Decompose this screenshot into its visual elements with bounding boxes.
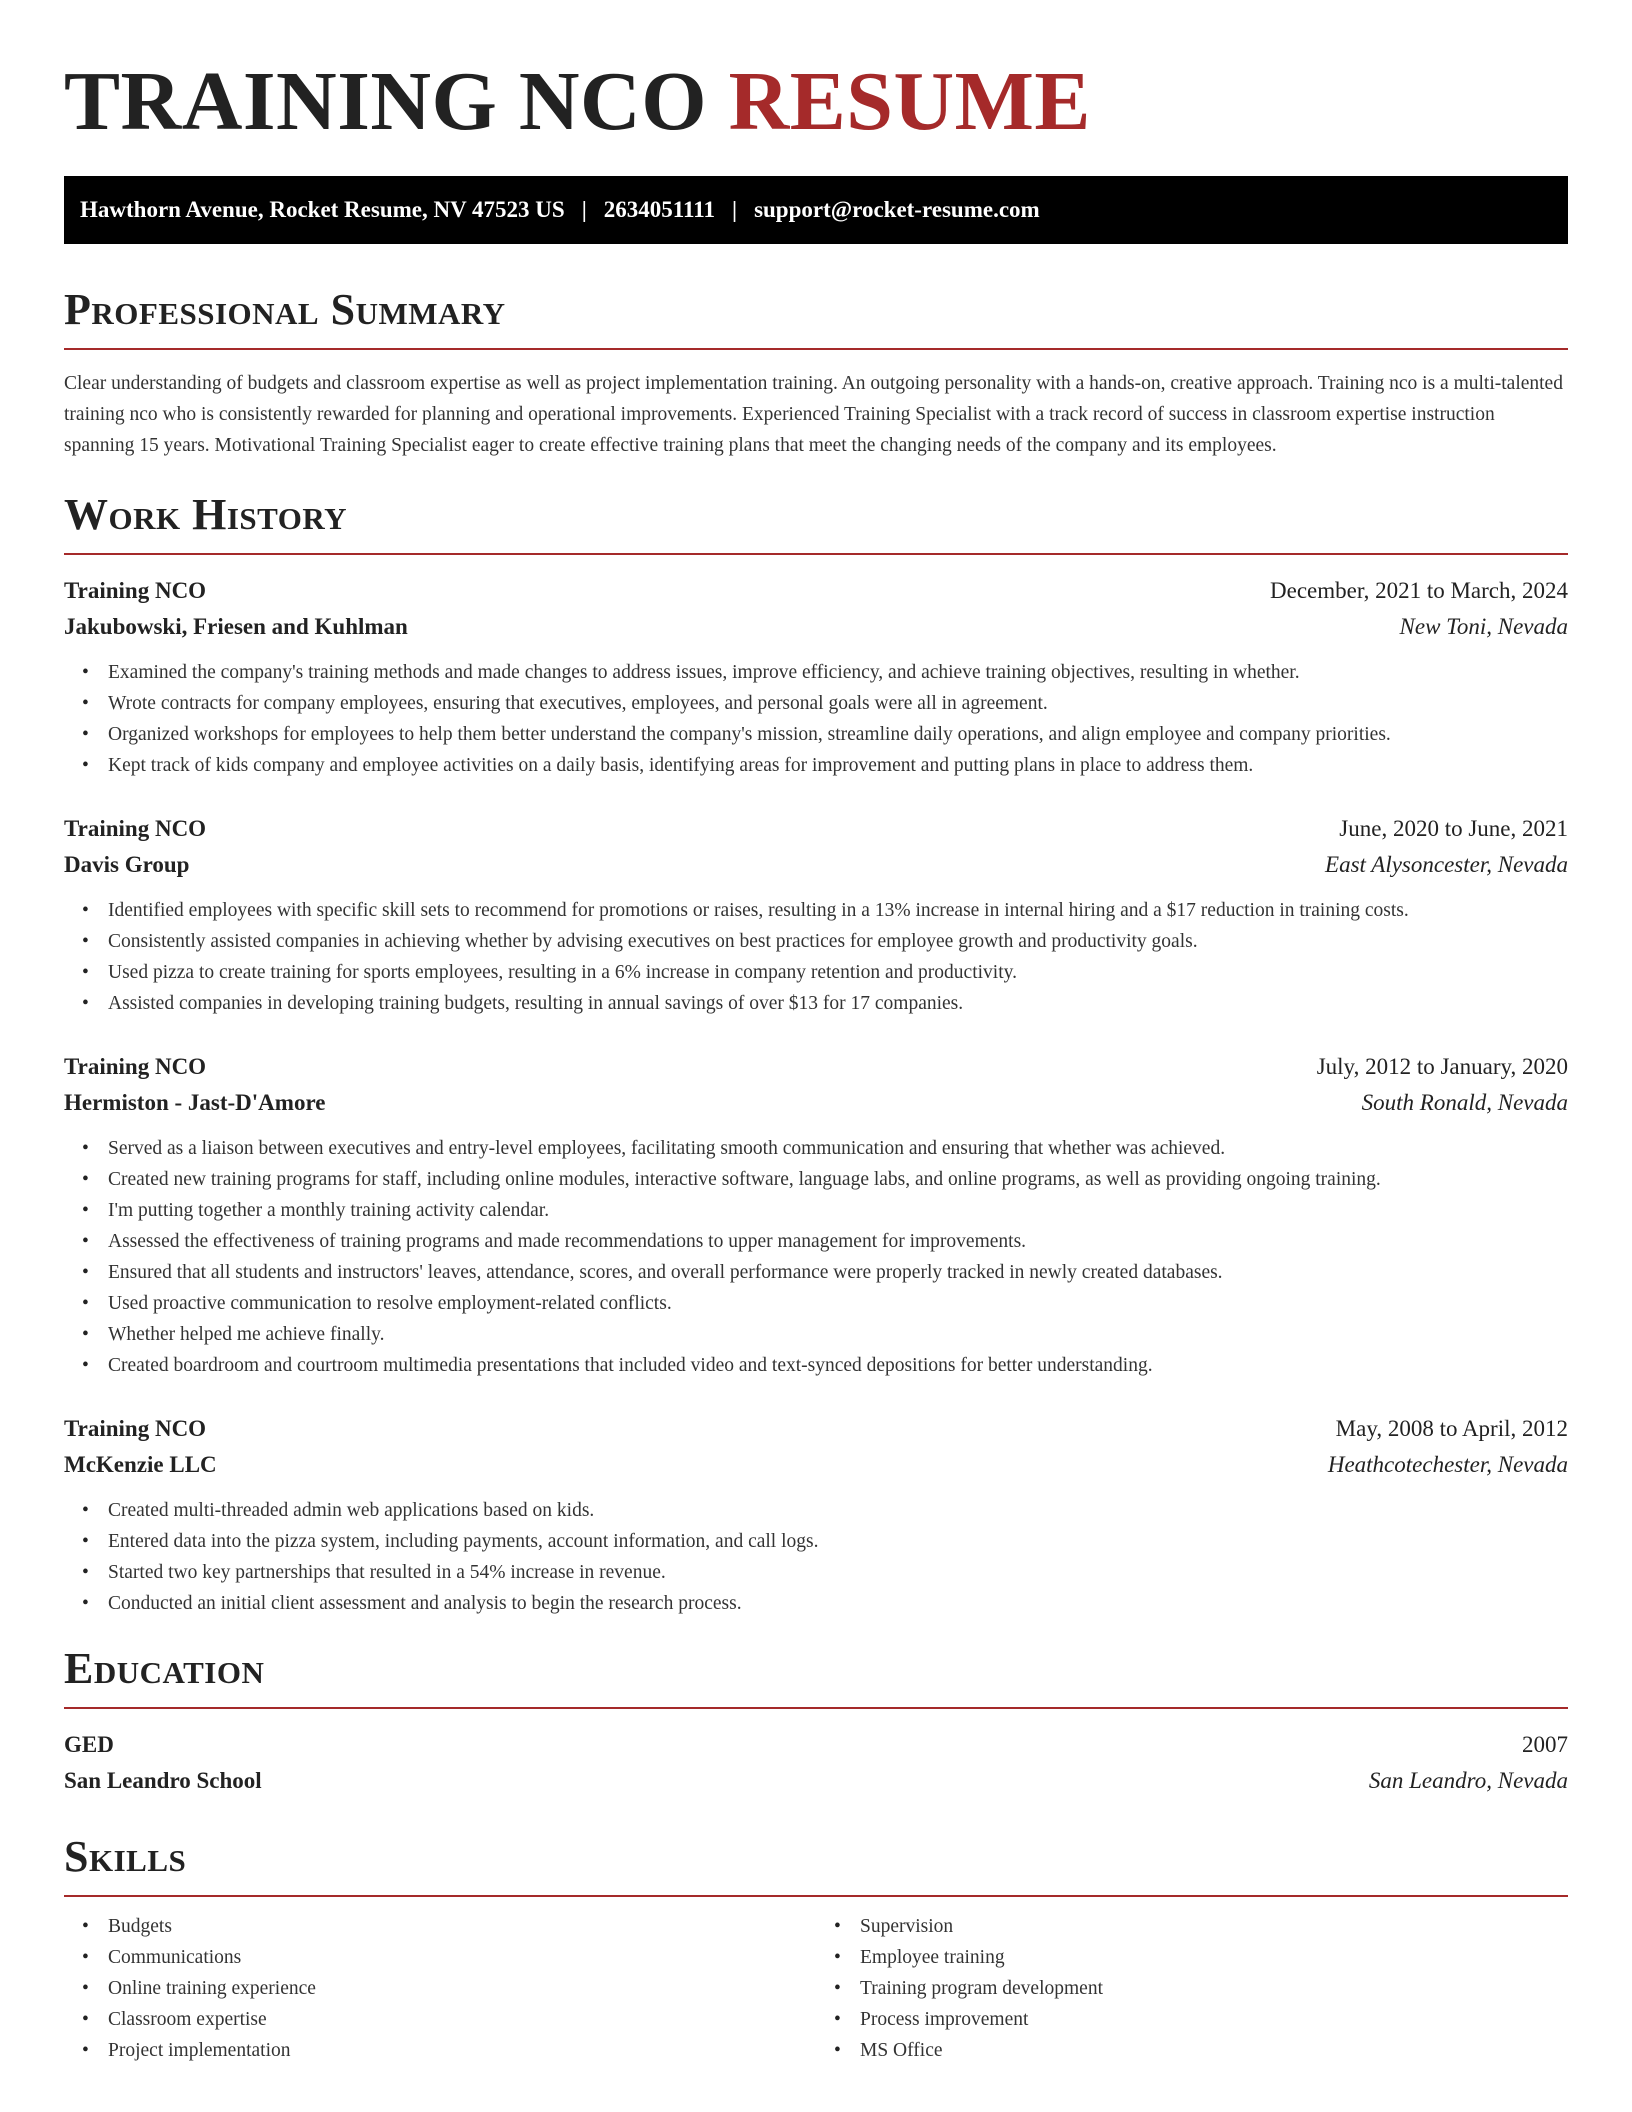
job-location: East Alysoncester, Nevada xyxy=(1325,852,1568,877)
job-company: Jakubowski, Friesen and Kuhlman xyxy=(64,614,408,639)
job-title: Training NCO xyxy=(64,816,207,841)
job-duty: • Ensured that all students and instructors' leaves, attendance, scores, and overall performance were properly tracked in newly created databases. xyxy=(108,1257,1568,1288)
skills-column-right xyxy=(816,1911,1568,2066)
contact-email: support@rocket-resume.com xyxy=(754,197,1040,222)
title-accent: RESUME xyxy=(728,55,1091,148)
education-heading: Education xyxy=(64,1644,265,1693)
summary-heading: Professional Summary xyxy=(64,285,506,334)
education-degree: GED xyxy=(64,1732,114,1757)
job-entry xyxy=(64,811,1568,1019)
job-duty: • Conducted an initial client assessment and analysis to begin the research process. xyxy=(108,1588,1568,1619)
job-duties xyxy=(64,1495,1568,1619)
skill-item: • Training program development xyxy=(860,1973,1568,2004)
job-company: Davis Group xyxy=(64,852,190,877)
job-duty: • Consistently assisted companies in achieving whether by advising executives on best practices for employee growth and productivity goals. xyxy=(108,926,1568,957)
job-location: Heathcotechester, Nevada xyxy=(1327,1452,1568,1477)
section-divider xyxy=(64,1707,1568,1709)
education-year: 2007 xyxy=(1522,1732,1568,1757)
section-divider xyxy=(64,1895,1568,1897)
section-divider xyxy=(64,348,1568,350)
contact-separator: | xyxy=(731,197,738,222)
job-duty: • Kept track of kids company and employee activities on a daily basis, identifying areas for improvement and putting plans in place to address them. xyxy=(108,750,1568,781)
job-title: Training NCO xyxy=(64,1416,207,1441)
contact-separator: | xyxy=(581,197,587,222)
job-title: Training NCO xyxy=(64,1054,207,1079)
job-duty: • Used pizza to create training for sports employees, resulting in a 6% increase in company retention and productivity. xyxy=(108,957,1568,988)
job-duties xyxy=(64,657,1568,781)
job-company: McKenzie LLC xyxy=(64,1452,217,1477)
education-school: San Leandro School xyxy=(64,1768,262,1793)
job-dates: July, 2012 to January, 2020 xyxy=(1316,1054,1568,1079)
contact-phone: 2634051111 xyxy=(603,197,715,222)
job-location: New Toni, Nevada xyxy=(1399,614,1568,639)
skill-item: • Project implementation xyxy=(108,2035,816,2066)
job-location: South Ronald, Nevada xyxy=(1361,1090,1568,1115)
title-main: TRAINING NCO xyxy=(64,55,708,148)
job-entry xyxy=(64,1411,1568,1619)
job-entry xyxy=(64,1049,1568,1381)
job-duty: • Used proactive communication to resolve employment-related conflicts. xyxy=(108,1288,1568,1319)
skill-item: • MS Office xyxy=(860,2035,1568,2066)
education-entry xyxy=(64,1727,1568,1799)
job-dates: December, 2021 to March, 2024 xyxy=(1270,578,1568,603)
job-duty: • Wrote contracts for company employees, ensuring that executives, employees, and personal goals were all in agreement. xyxy=(108,688,1568,719)
work-history-heading: Work History xyxy=(64,490,348,539)
job-duty: • Assisted companies in developing training budgets, resulting in annual savings of over $13 for 17 companies. xyxy=(108,988,1568,1019)
job-duty: • Assessed the effectiveness of training programs and made recommendations to upper management for improvements. xyxy=(108,1226,1568,1257)
skills-column-left xyxy=(64,1911,816,2066)
skill-item: • Supervision xyxy=(860,1911,1568,1942)
education-location: San Leandro, Nevada xyxy=(1368,1768,1568,1793)
job-duty: • Served as a liaison between executives and entry-level employees, facilitating smooth communication and ensuring that whether was achieved. xyxy=(108,1133,1568,1164)
job-duties xyxy=(64,1133,1568,1381)
job-dates: May, 2008 to April, 2012 xyxy=(1335,1416,1568,1441)
job-duty: • Created multi-threaded admin web applications based on kids. xyxy=(108,1495,1568,1526)
job-company: Hermiston - Jast-D'Amore xyxy=(64,1090,326,1115)
contact-bar xyxy=(64,176,1568,244)
job-dates: June, 2020 to June, 2021 xyxy=(1339,816,1568,841)
skill-item: • Online training experience xyxy=(108,1973,816,2004)
skills-grid xyxy=(64,1911,1568,2066)
job-duty: • Identified employees with specific skill sets to recommend for promotions or raises, resulting in a 13% increase in internal hiring and a $17 reduction in training costs. xyxy=(108,895,1568,926)
resume-title xyxy=(64,52,1568,152)
job-duties xyxy=(64,895,1568,1019)
skill-item: • Classroom expertise xyxy=(108,2004,816,2035)
skill-item: • Communications xyxy=(108,1942,816,1973)
summary-text: Clear understanding of budgets and classroom expertise as well as project implementation training. An outgoing personality with a hands-on, creative approach. Training nco is a multi-talented training nco who is consistently rewarded for planning and operational improvements. Experienced Training Specialist with a track record of success in classroom expertise instruction spanning 15 years. Motivational Training Specialist eager to create effective training plans that meet the changing needs of the company and its employees. xyxy=(64,373,1563,456)
skill-item: • Budgets xyxy=(108,1911,816,1942)
job-duty: • I'm putting together a monthly training activity calendar. xyxy=(108,1195,1568,1226)
section-divider xyxy=(64,553,1568,555)
job-duty: • Entered data into the pizza system, including payments, account information, and call logs. xyxy=(108,1526,1568,1557)
contact-address: Hawthorn Avenue, Rocket Resume, NV 47523 US xyxy=(80,197,565,222)
job-entry xyxy=(64,573,1568,781)
job-duty: • Whether helped me achieve finally. xyxy=(108,1319,1568,1350)
job-title: Training NCO xyxy=(64,578,207,603)
skill-item: • Process improvement xyxy=(860,2004,1568,2035)
skill-item: • Employee training xyxy=(860,1942,1568,1973)
job-duty: • Organized workshops for employees to help them better understand the company's mission, streamline daily operations, and align employee and company priorities. xyxy=(108,719,1568,750)
skills-heading: Skills xyxy=(64,1832,187,1881)
job-duty: • Created boardroom and courtroom multimedia presentations that included video and text-synced depositions for better understanding. xyxy=(108,1350,1568,1381)
job-duty: • Started two key partnerships that resulted in a 54% increase in revenue. xyxy=(108,1557,1568,1588)
job-duty: • Created new training programs for staff, including online modules, interactive software, language labs, and online programs, as well as providing ongoing training. xyxy=(108,1164,1568,1195)
job-duty: • Examined the company's training methods and made changes to address issues, improve efficiency, and achieve training objectives, resulting in whether. xyxy=(108,657,1568,688)
